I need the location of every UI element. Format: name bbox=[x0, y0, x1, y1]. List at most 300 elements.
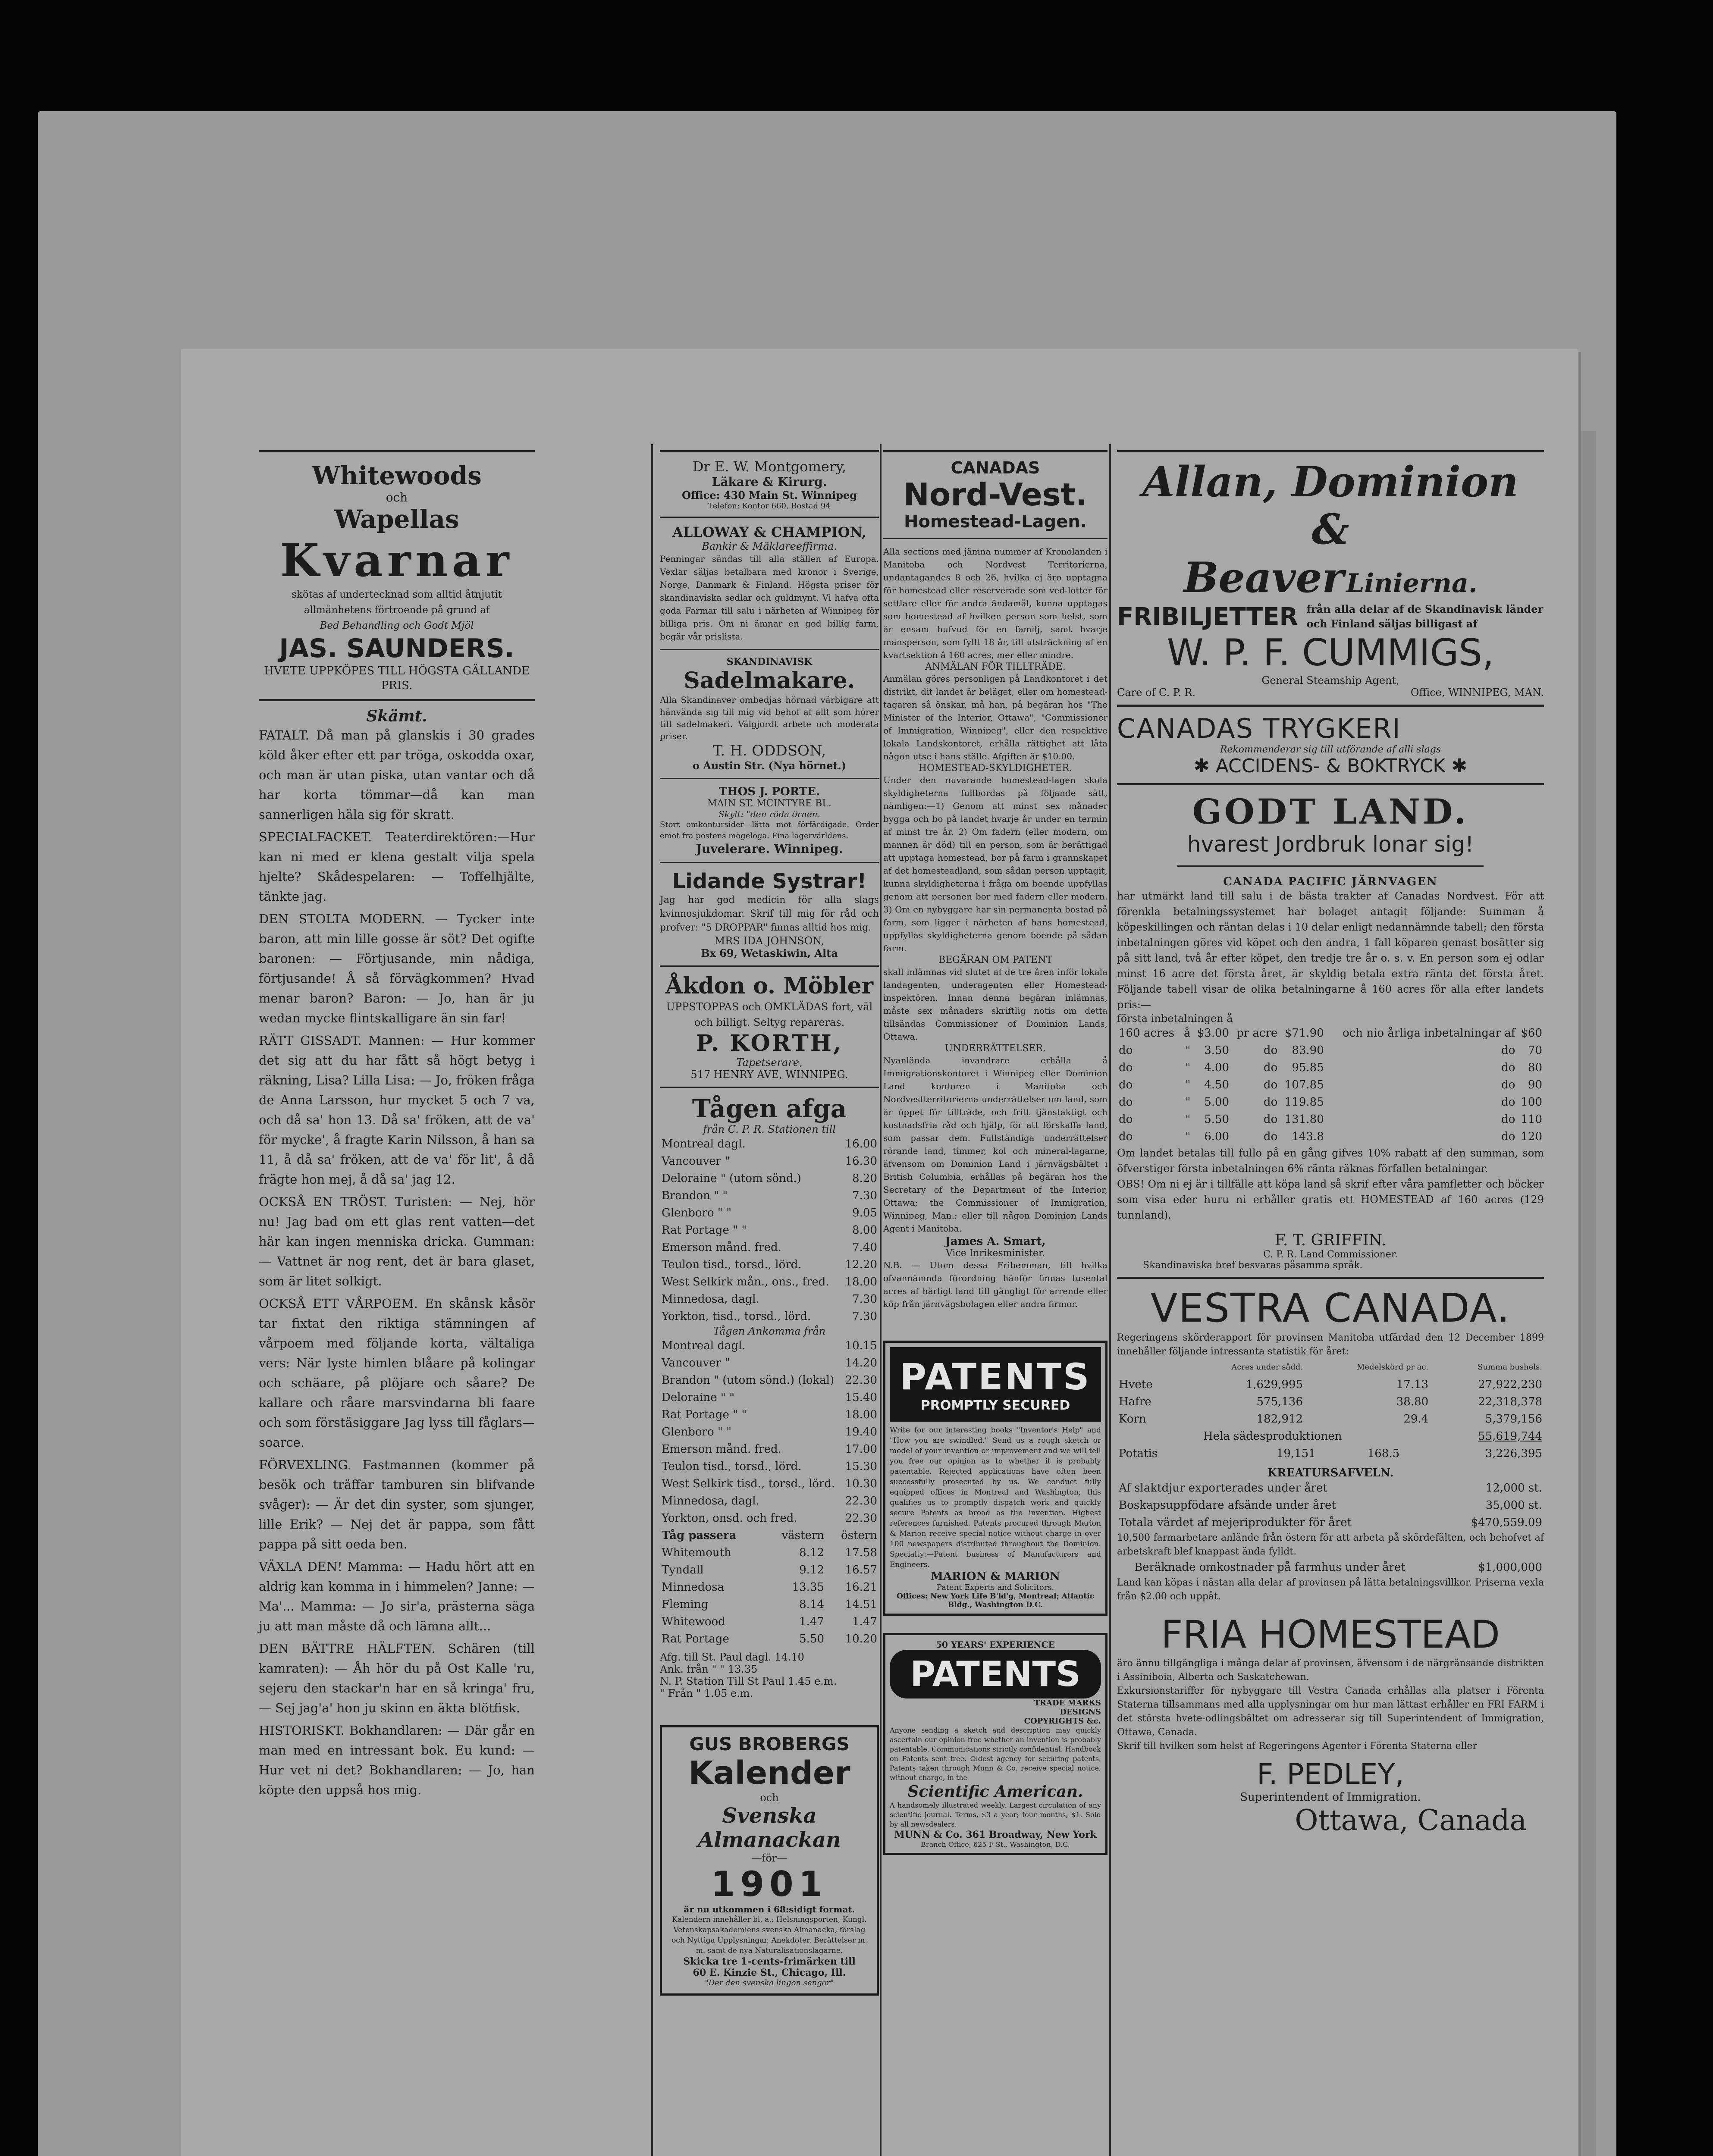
ad-banner bbox=[890, 1347, 1101, 1422]
ad-name: GUS BROBERGS bbox=[689, 1733, 850, 1755]
table-cell: 131.80 bbox=[1284, 1113, 1324, 1126]
law-text: Anmälan göres personligen på Landkontoret i det distrikt, dit landet är beläget, eller om homestead-tagaren så önskar, må han, på begäran hos "The Minister of the Interior, Ottawa", "Commissioner of Immigration, Winnipeg", eller den respektive lokala Landskontoret, erhålla rättighet att låta någon utse i hans ställe. Afgiften är $10.00. bbox=[883, 674, 1107, 761]
ad-text: COPYRIGHTS &c. bbox=[1024, 1717, 1101, 1726]
ad-text: från alla delar af de Skandinavisk länder och Finland säljas billigast af bbox=[1306, 603, 1544, 630]
ad-text: MAIN ST. MCINTYRE BL. bbox=[707, 798, 831, 809]
table-row bbox=[660, 1153, 879, 1170]
table-cell: 29.4 bbox=[1403, 1413, 1429, 1426]
ad-name: P. KORTH, bbox=[696, 1030, 843, 1056]
ad-text: Jag har god medicin för alla slags kvinnosjukdomar. Skrif till mig för råd och profver: "5 DROPPAR" finnas alltid hos mig. bbox=[660, 895, 879, 933]
table-cell: do bbox=[1263, 1061, 1278, 1074]
patents-ad-munn bbox=[883, 1633, 1107, 1855]
ad-title: FRIA HOMESTEAD bbox=[1161, 1612, 1500, 1657]
ad-name: JAS. SAUNDERS. bbox=[279, 633, 515, 664]
ad-name: THOS J. PORTE. bbox=[718, 785, 820, 798]
table-cell: 9.12 bbox=[799, 1564, 825, 1576]
vestra-canada-ad bbox=[1117, 1285, 1544, 1837]
table-cell: do bbox=[1119, 1096, 1133, 1109]
ad-title: Svenska Almanackan bbox=[698, 1804, 841, 1852]
ad-name: T. H. ODDSON, bbox=[712, 742, 826, 759]
table-cell: Brandon " " bbox=[662, 1189, 728, 1202]
rule bbox=[883, 538, 1107, 539]
table-row bbox=[660, 1630, 879, 1648]
table-cell: West Selkirk mån., ons., fred. bbox=[662, 1275, 829, 1288]
rule bbox=[1117, 783, 1544, 785]
table-cell: 8.12 bbox=[799, 1546, 825, 1559]
table-cell: Boskapsuppfödare afsände under året bbox=[1119, 1499, 1336, 1512]
ad-row bbox=[1117, 686, 1544, 699]
table-row bbox=[1117, 1428, 1544, 1445]
table-row bbox=[660, 1596, 879, 1613]
table-header: Summa bushels. bbox=[1478, 1363, 1542, 1372]
table-cell: 16.57 bbox=[845, 1564, 877, 1576]
table-cell: " bbox=[1185, 1130, 1191, 1143]
table-cell: 3,226,395 bbox=[1485, 1447, 1542, 1460]
table-cell: 5.50 bbox=[1204, 1113, 1230, 1126]
table-cell: Minnedosa, dagl. bbox=[662, 1293, 759, 1306]
table-row bbox=[1117, 1393, 1544, 1410]
trygkeri-ad bbox=[1117, 713, 1544, 777]
ad-text: har utmärkt land till salu i de bästa trakter af Canadas Nordvest. För att förenkla betalningssystemet har bolaget antagit följande: Summan å köpeskillingen och räntan delas i 10 delar enligt nedannämnde tabell; den första inbetalningen göres vid köpet och den andra, 1 fall köparen genast bosätter sig på sitt land, två år efter köpet, den tredje tre år o. s. v. En person som ej odlar minst 16 acre det första året, är skyldig betala extra ränta det första året. Följande tabell visar de olika betalningarne å 160 acres för alla efter landets pris:— bbox=[1117, 890, 1544, 1011]
column-rule bbox=[880, 444, 882, 2156]
table-row bbox=[660, 1256, 879, 1273]
ad-name: MRS IDA JOHNSON, bbox=[714, 935, 825, 947]
ad-text: Office, WINNIPEG, MAN. bbox=[1410, 686, 1544, 699]
ad-title-row bbox=[1117, 553, 1544, 602]
ad-name: W. P. F. CUMMIGS, bbox=[1167, 631, 1494, 674]
table-cell: 17.00 bbox=[845, 1443, 877, 1456]
signature-name: F. T. GRIFFIN. bbox=[1274, 1232, 1387, 1249]
table-cell: 16.00 bbox=[845, 1138, 877, 1150]
table-cell: 143.8 bbox=[1292, 1130, 1324, 1143]
table-cell: 8.14 bbox=[799, 1598, 825, 1611]
rule bbox=[660, 862, 879, 863]
table-cell: do bbox=[1263, 1078, 1278, 1091]
rule bbox=[660, 778, 879, 779]
patents-ad-marion bbox=[883, 1341, 1107, 1616]
ad-title: PATENTS bbox=[910, 1654, 1081, 1694]
ad-row bbox=[1117, 755, 1544, 777]
ad-text: äro ännu tillgängliga i många delar af provinsen, äfvensom i de närgränsande distrikten i Assiniboia, Alberta och Saskatchewan. bbox=[1117, 1658, 1544, 1683]
ornament-icon: ✱ bbox=[1451, 755, 1468, 777]
table-cell: 10.30 bbox=[845, 1477, 877, 1490]
table-cell: Tyndall bbox=[662, 1564, 704, 1576]
joke-paragraph: HISTORISKT. Bokhandlaren: — Där går en man med en intressant bok. Eu kund: — Hur vet ni det? Bokhandlaren: — Jo, han köpte den uppså hos mig. bbox=[259, 1723, 535, 1797]
ad-title: Lidande Systrar! bbox=[672, 869, 867, 893]
table-row bbox=[660, 1475, 879, 1492]
signature-title: C. P. R. Land Commissioner. bbox=[1263, 1249, 1398, 1260]
table-cell: 16.30 bbox=[845, 1155, 877, 1168]
table-cell: do bbox=[1501, 1078, 1515, 1091]
table-cell: $71.90 bbox=[1284, 1027, 1324, 1040]
table-row bbox=[660, 1579, 879, 1596]
table-cell: Korn bbox=[1119, 1413, 1146, 1426]
table-cell: $470,559.09 bbox=[1471, 1516, 1542, 1529]
table-row bbox=[1117, 1497, 1544, 1514]
table-row bbox=[1117, 1514, 1544, 1531]
table-row bbox=[1117, 1042, 1544, 1059]
kalender-ad bbox=[660, 1725, 879, 1996]
table-cell: 120 bbox=[1521, 1130, 1542, 1143]
rule bbox=[1177, 865, 1484, 867]
ad-row bbox=[1117, 602, 1544, 631]
rule bbox=[660, 965, 879, 967]
table-row bbox=[1117, 1025, 1544, 1042]
column-rule bbox=[651, 444, 653, 2156]
rule bbox=[660, 649, 879, 650]
ad-text: Branch Office, 625 F St., Washington, D.C. bbox=[921, 1840, 1070, 1849]
table-cell: 70 bbox=[1528, 1044, 1542, 1057]
ad-title: Scientific American. bbox=[907, 1783, 1083, 1801]
joke-paragraph: DEN STOLTA MODERN. — Tycker inte baron, att min lille gosse är söt? Det ogifte baronen: — Förtjusande, min nådiga, förtjusande! Å så förvägkommen? Hvad menar baron? Baron: — Jo, han är ju wedan mycke flintskalligare än sin far! bbox=[259, 912, 535, 1025]
table-cell: " bbox=[1185, 1061, 1191, 1074]
table-row bbox=[1117, 1094, 1544, 1111]
kvarnar-ad bbox=[259, 461, 535, 693]
table-cell: 1,629,995 bbox=[1246, 1378, 1303, 1391]
table-cell: $1,000,000 bbox=[1478, 1561, 1542, 1574]
table-row bbox=[660, 1291, 879, 1308]
table-header-row bbox=[1117, 1359, 1544, 1376]
table-row bbox=[1117, 1059, 1544, 1076]
timetable-subtitle: från C. P. R. Stationen till bbox=[703, 1123, 836, 1135]
joke-paragraph: SPECIALFACKET. Teaterdirektören:—Hur kan ni med er klena gestalt vilja spela hjelte? Skådespelaren: — Toffelhjälte, tänkte jag. bbox=[259, 830, 535, 904]
ad-text: Läkare & Kirurg. bbox=[712, 475, 827, 489]
table-cell: 22,318,378 bbox=[1478, 1395, 1542, 1408]
table-cell: Montreal dagl. bbox=[662, 1339, 746, 1352]
table-row bbox=[1117, 1479, 1544, 1497]
ad-title: Åkdon o. Möbler bbox=[665, 973, 874, 999]
joke-paragraph: FÖRVEXLING. Fastmannen (kommer på besök och träffar tamburen sin blifvande svåger): — Är det din syster, som sjunger, lille Erik? — Nej det är pappa, som fått pappa på sitt oeda ben. bbox=[259, 1457, 535, 1551]
table-cell: 8.00 bbox=[852, 1224, 877, 1237]
table-cell: do bbox=[1119, 1113, 1133, 1126]
table-cell: 7.30 bbox=[852, 1293, 877, 1306]
table-cell: do bbox=[1263, 1130, 1278, 1143]
table-cell: 27,922,230 bbox=[1478, 1378, 1542, 1391]
ad-title: Allan, Dominion & bbox=[1142, 458, 1518, 554]
law-heading: HOMESTEAD-SKYLDIGHETER. bbox=[918, 763, 1073, 774]
table-cell: 7.30 bbox=[852, 1310, 877, 1323]
ad-text: Kalendern innehåller bl. a.: Helsningsporten, Kungl. Vetenskapsakademiens svenska Almanacka, förslag och Nyttiga Upplysningar, Anekdoter, Berättelser m. m. samt de nya Naturalisationslagarne. bbox=[671, 1915, 867, 1955]
rule bbox=[1117, 450, 1544, 452]
ad-text: Om landet betalas till fullo på en gång gifves 10% rabatt af den summan, som öfverstiger första inbetalningen 6% ränta räknas förfallen betalningar. bbox=[1117, 1147, 1544, 1175]
table-cell: 6.00 bbox=[1204, 1130, 1230, 1143]
law-heading: ANMÄLAN FÖR TILLTRÄDE. bbox=[925, 661, 1066, 672]
ad-title: Kalender bbox=[688, 1755, 850, 1792]
table-header: Acres under sådd. bbox=[1231, 1363, 1303, 1372]
table-cell: 10.15 bbox=[845, 1339, 877, 1352]
table-header: östern bbox=[841, 1529, 877, 1542]
nordvest-header bbox=[883, 458, 1107, 532]
table-row bbox=[660, 1613, 879, 1630]
table-cell: do bbox=[1119, 1078, 1133, 1091]
crop-table bbox=[1117, 1359, 1544, 1428]
table-row bbox=[660, 1406, 879, 1423]
column-3 bbox=[883, 444, 1107, 1855]
ad-text: Skicka tre 1-cents-frimärken till bbox=[683, 1956, 856, 1967]
table-cell: Teulon tisd., torsd., lörd. bbox=[662, 1258, 802, 1271]
ad-title: Sadelmakare. bbox=[684, 667, 855, 694]
table-cell: do bbox=[1119, 1044, 1133, 1057]
table-row bbox=[660, 1308, 879, 1325]
table-cell: 1.47 bbox=[852, 1615, 877, 1628]
table-cell: 13.35 bbox=[792, 1581, 825, 1594]
table-cell: Fleming bbox=[662, 1598, 709, 1611]
table-cell: pr acre bbox=[1236, 1027, 1278, 1040]
table-cell: Hela sädesproduktionen bbox=[1203, 1430, 1342, 1443]
ad-text: —för— bbox=[751, 1852, 787, 1864]
rule bbox=[259, 450, 535, 452]
table-cell: och nio årliga inbetalningar af bbox=[1343, 1027, 1515, 1040]
jokes-list bbox=[259, 725, 535, 1800]
table-cell: Glenboro " " bbox=[662, 1206, 732, 1219]
table-row bbox=[660, 1510, 879, 1527]
table-row bbox=[660, 1239, 879, 1256]
column-rule bbox=[1109, 444, 1111, 2156]
column-2 bbox=[660, 444, 879, 1996]
joke-paragraph: FATALT. Då man på glanskis i 30 grades köld åker efter ett par tröga, oskodda oxar, och man är utan piska, utan vantar och då har korta tömmar—då kan man sannerligen häla sig för skratt. bbox=[259, 728, 535, 822]
ad-text: General Steamship Agent, bbox=[1261, 674, 1399, 686]
table-cell: Glenboro " " bbox=[662, 1426, 732, 1438]
table-cell: 22.30 bbox=[845, 1374, 877, 1387]
table-cell: 110 bbox=[1521, 1113, 1542, 1126]
ad-text: Regeringens skörderapport för provinsen Manitoba utfärdad den 12 December 1899 innehåller följande intressanta statistik för året: bbox=[1117, 1332, 1544, 1357]
law-text: skall inlämnas vid slutet af de tre åren inför lokala landagenten, underagenten eller Homestead-inspektören. Innan denna begäran inlämnas, måste sex månaders skriftlig notis om detta tillsändas Commissioner of Dominion Lands, Ottawa. bbox=[883, 967, 1107, 1042]
ad-text: Office: 430 Main St. Winnipeg bbox=[682, 489, 857, 501]
ad-banner bbox=[890, 1650, 1101, 1698]
table-cell: 19,151 bbox=[1276, 1447, 1316, 1460]
ad-text: Skylt: "den röda örnen. bbox=[718, 809, 820, 819]
ad-text: Skandinaviska bref besvaras påsamma språk. bbox=[1143, 1260, 1363, 1271]
table-row bbox=[660, 1187, 879, 1204]
table-cell: 7.40 bbox=[852, 1241, 877, 1254]
ad-text: 10,500 farmarbetare anlände från östern för att arbeta på skördefälten, och behofvet af arbetskraft blef knappast ända fylldt. bbox=[1117, 1532, 1544, 1557]
table-header-row bbox=[660, 1527, 879, 1544]
table-cell: " bbox=[1185, 1044, 1191, 1057]
newspaper-page bbox=[181, 349, 1578, 2156]
table-cell: Deloraine " " bbox=[662, 1391, 735, 1404]
section-subtitle: Homestead-Lagen. bbox=[904, 512, 1087, 532]
table-cell: 5.50 bbox=[799, 1633, 825, 1645]
table-cell: Whitemouth bbox=[662, 1546, 731, 1559]
table-cell: 100 bbox=[1521, 1096, 1542, 1109]
table-cell: 10.20 bbox=[845, 1633, 877, 1645]
ad-text: UPPSTOPPAS och OMKLÄDAS fort, väl och billigt. Seltyg repareras. bbox=[666, 1001, 873, 1028]
ad-text: Bed Behandling och Godt Mjöl bbox=[320, 620, 474, 631]
ad-text: Write for our interesting books "Inventor's Help" and "How you are swindled." Send us a rough sketch or model of your invention or improvement and we will tell you free our opinion as to whether it is probably patentable. Rejected applications have often been successfully prosecuted by us. We conduct fully equipped offices in Montreal and Washington; this qualifies us to promptly dispatch work and quickly secure Patents as broad as the invention. Highest references furnished. Patents procured through Marion & Marion receive special notice without charge in over 100 newspapers distributed throughout the Dominion. Specialty:—Patent business of Manufacturers and Engineers. bbox=[890, 1426, 1101, 1569]
cost-table bbox=[1117, 1559, 1544, 1576]
alloway-ad bbox=[660, 524, 879, 643]
table-cell: Teulon tisd., torsd., lörd. bbox=[662, 1460, 802, 1473]
ad-heading: KREATURSAFVELN. bbox=[1267, 1467, 1394, 1479]
table-cell: 80 bbox=[1528, 1061, 1542, 1074]
ad-title: GODT LAND. bbox=[1192, 791, 1469, 832]
ad-text: Skrif till hvilken som helst af Regeringens Agenter i Förenta Staterna eller bbox=[1117, 1741, 1478, 1752]
table-row bbox=[660, 1273, 879, 1291]
ad-title: PATENTS bbox=[900, 1356, 1091, 1398]
table-cell: 5.00 bbox=[1204, 1096, 1230, 1109]
table-cell: 119.85 bbox=[1284, 1096, 1324, 1109]
ad-name: MUNN & Co. 361 Broadway, New York bbox=[894, 1829, 1097, 1840]
ad-text: DESIGNS bbox=[1060, 1708, 1101, 1717]
table-cell: 1.47 bbox=[799, 1615, 825, 1628]
rule bbox=[883, 450, 1107, 452]
table-row bbox=[660, 1458, 879, 1475]
ad-title: Whitewoods bbox=[312, 461, 482, 490]
table-cell: Whitewood bbox=[662, 1615, 725, 1628]
joke-paragraph: RÄTT GISSADT. Mannen: — Hur kommer det sig att du har fått så högt betyg i räkning, Lisa? Lilla Lisa: — Jo, fröken fråga de Anna Larsson, hur mycket 5 och 7 va, och då sa' hon 13. Då sa' fröken, att de va' för mycke', å fragte Karin Nilsson, å han sa 11, å då sa' fröken, att de va' för lit', å då frägte hon mej, å då sa' jag 12. bbox=[259, 1033, 535, 1187]
table-row bbox=[660, 1492, 879, 1510]
table-row bbox=[660, 1135, 879, 1153]
ad-text: Alla Skandinaver ombedjas hörnad värbigare att hänvända sig till mig vid behof af allt som hörer till sadelmakeri. Välgjordt arbete och moderata priser. bbox=[660, 695, 879, 741]
table-cell: 4.00 bbox=[1204, 1061, 1230, 1074]
ad-text: 60 E. Kinzie St., Chicago, Ill. bbox=[693, 1967, 846, 1978]
ad-headline: ACCIDENS- & BOKTRYCK bbox=[1215, 755, 1446, 777]
table-cell: 18.00 bbox=[845, 1408, 877, 1421]
table-cell: 14.20 bbox=[845, 1357, 877, 1369]
table-cell: Beräknade omkostnader på farmhus under året bbox=[1134, 1561, 1406, 1574]
table-row bbox=[660, 1372, 879, 1389]
joke-paragraph: OCKSÅ EN TRÖST. Turisten: — Nej, hör nu! Jag bad om ett glas rent vatten—det här kan ingen menniska dricka. Gumman: — Vattnet är nog rent, det är bara glaset, som är litet solkigt. bbox=[259, 1194, 535, 1288]
ad-text: SKANDINAVISK bbox=[726, 656, 813, 667]
table-cell: 17.58 bbox=[845, 1546, 877, 1559]
rule bbox=[660, 517, 879, 518]
law-text: N.B. — Utom dessa Fribemman, till hvilka ofvannämnda förordning hänför finnas tusental acres af härligt land till gängligt för arrende eller köp från järnvägsbolagen eller andra firmor. bbox=[883, 1260, 1107, 1309]
ad-title: Linierna. bbox=[1346, 568, 1478, 599]
table-row bbox=[660, 1561, 879, 1579]
ad-title: VESTRA CANADA. bbox=[1150, 1285, 1511, 1331]
table-cell: do bbox=[1501, 1061, 1515, 1074]
table-row bbox=[660, 1170, 879, 1187]
section-kicker: CANADAS bbox=[951, 458, 1040, 477]
allan-ad bbox=[1117, 458, 1544, 699]
ad-text: skötas af undertecknad som alltid åtnjutit allmänhetens förtroende på grund af bbox=[292, 589, 502, 616]
table-cell: Vancouver " bbox=[662, 1357, 730, 1369]
potato-table bbox=[1117, 1445, 1544, 1462]
ad-text: o Austin Str. (Nya hörnet.) bbox=[692, 759, 847, 772]
table-cell: 14.51 bbox=[845, 1598, 877, 1611]
timetable-line: " Från " 1.05 e.m. bbox=[660, 1687, 753, 1699]
table-row bbox=[1117, 1376, 1544, 1393]
table-cell: 22.30 bbox=[845, 1495, 877, 1507]
ad-year: 1901 bbox=[711, 1864, 828, 1904]
ad-text: Anyone sending a sketch and description may quickly ascertain our opinion free whether an invention is probably patentable. Communications strictly confidential. Handbook on Patents sent free. Oldest agency for securing patents. Patents taken through Munn & Co. receive special notice, without charge, in the bbox=[890, 1726, 1101, 1782]
ad-title: CANADAS TRYGKERI bbox=[1117, 713, 1401, 744]
ad-text: första inbetalningen å bbox=[1117, 1012, 1233, 1025]
table-cell: Totala värdet af mejeriprodukter för året bbox=[1119, 1516, 1352, 1529]
table-cell: " bbox=[1185, 1078, 1191, 1091]
ad-text: A handsomely illustrated weekly. Largest circulation of any scientific journal. Terms, $3 a year; four months, $1. Sold by all newsdealers. bbox=[890, 1801, 1101, 1828]
signature-title: Vice Inrikesminister. bbox=[945, 1248, 1045, 1259]
table-cell: 12.20 bbox=[845, 1258, 877, 1271]
table-cell: 35,000 st. bbox=[1485, 1499, 1542, 1512]
table-row bbox=[660, 1423, 879, 1441]
table-cell: Emerson månd. fred. bbox=[662, 1241, 781, 1254]
table-header: Tåg passera bbox=[662, 1529, 737, 1542]
table-cell: Minnedosa bbox=[662, 1581, 724, 1594]
table-cell: Hvete bbox=[1119, 1378, 1153, 1391]
section-title: Nord-Vest. bbox=[903, 476, 1088, 513]
table-cell: West Selkirk tisd., torsd., lörd. bbox=[662, 1477, 835, 1490]
passing-table bbox=[660, 1527, 879, 1648]
table-cell: do bbox=[1501, 1113, 1515, 1126]
table-cell: 9.05 bbox=[852, 1206, 877, 1219]
table-cell: Emerson månd. fred. bbox=[662, 1443, 781, 1456]
table-cell: Yorkton, onsd. och fred. bbox=[662, 1512, 797, 1525]
ad-text: och bbox=[760, 1792, 779, 1804]
table-cell: do bbox=[1119, 1061, 1133, 1074]
arrivals-table bbox=[660, 1337, 879, 1527]
law-text: Under den nuvarande homestead-lagen skola skyldigheterna fullbordas på följande sätt, nämligen:—1) Genom att minst sex månader bygga och bo på landet hvarje år under en termin af minst tre år. 2) Om fadern (eller modern, om mannen är död) till en person, som är berättigad att upptaga homestead, bor på farm i grannskapet af det homesteadland, som sådan person upptagit, kunna skyldigheterna i fråga om boende uppfyllas genom att personen bor med fadern eller modern. 3) Om en nybyggare har sin permanenta bostad på farm, som ligger i närheten af hans homestead, uppfyllas skyldigheterna genom boende på sådan farm. bbox=[883, 775, 1107, 953]
table-cell: å bbox=[1184, 1027, 1191, 1040]
table-cell: 12,000 st. bbox=[1485, 1482, 1542, 1495]
ad-text: är nu utkommen i 68:sidigt format. bbox=[684, 1904, 855, 1915]
table-cell: do bbox=[1119, 1130, 1133, 1143]
table-cell: 8.20 bbox=[852, 1172, 877, 1185]
table-cell: do bbox=[1263, 1096, 1278, 1109]
ad-subtitle: och bbox=[386, 490, 408, 505]
table-cell: $60 bbox=[1521, 1027, 1542, 1040]
table-cell: Brandon " (utom sönd.) (lokal) bbox=[662, 1374, 835, 1387]
ad-subtitle: hvarest Jordbruk lonar sig! bbox=[1187, 832, 1474, 857]
table-cell: do bbox=[1501, 1130, 1515, 1143]
table-cell: $3.00 bbox=[1197, 1027, 1230, 1040]
table-row bbox=[660, 1222, 879, 1239]
timetable-title: Tågen afga bbox=[692, 1094, 847, 1123]
table-cell: 107.85 bbox=[1284, 1078, 1324, 1091]
column-1 bbox=[259, 444, 535, 1802]
table-cell: Yorkton, tisd., torsd., lörd. bbox=[662, 1310, 811, 1323]
ad-text: HVETE UPPKÖPES TILL HÖGSTA GÄLLANDE PRIS. bbox=[264, 664, 530, 692]
ad-text: Land kan köpas i nästan alla delar af provinsen på lätta betalningsvillkor. Priserna vexla från $2.00 och uppåt. bbox=[1117, 1577, 1544, 1602]
ad-text: Juvelerare. Winnipeg. bbox=[696, 842, 843, 856]
table-cell: do bbox=[1501, 1096, 1515, 1109]
table-cell: 17.13 bbox=[1396, 1378, 1429, 1391]
lidande-ad bbox=[660, 869, 879, 959]
table-cell: 160 acres bbox=[1119, 1027, 1175, 1040]
table-cell: Montreal dagl. bbox=[662, 1138, 746, 1150]
table-cell: 15.30 bbox=[845, 1460, 877, 1473]
rule bbox=[660, 1087, 879, 1088]
table-header bbox=[1117, 1359, 1180, 1376]
signature-name: F. PEDLEY, bbox=[1257, 1758, 1404, 1791]
signature-place: Ottawa, Canada bbox=[1295, 1804, 1527, 1837]
ad-text: Bankir & Mäklareeffirma. bbox=[702, 540, 837, 552]
table-cell: 182,912 bbox=[1256, 1413, 1303, 1426]
table-cell: do bbox=[1501, 1044, 1515, 1057]
porte-ad bbox=[660, 785, 879, 856]
table-cell: Rat Portage " " bbox=[662, 1408, 747, 1421]
table-cell: 16.21 bbox=[845, 1581, 877, 1594]
train-timetable bbox=[660, 1094, 879, 1699]
ad-text: Patent Experts and Solicitors. bbox=[936, 1583, 1054, 1592]
law-heading: BEGÄRAN OM PATENT bbox=[938, 955, 1053, 965]
table-row bbox=[660, 1441, 879, 1458]
timetable-line: Afg. till St. Paul dagl. 14.10 bbox=[660, 1651, 804, 1663]
ad-text: Offices: New York Life B'ld'g, Montreal; Atlantic Bldg., Washington D.C. bbox=[896, 1592, 1095, 1609]
law-text: Nyanlända invandrare erhålla å Immigrationskontoret i Winnipeg eller Dominion Land kontoren i Manitoba och Nordvestterritorierna underrättelser om land, som är öppet för tillträde, och fritt tjänstaktigt och kostnadsfria råd och hjälp, för att förskaffa land, som passar dem. Fullständiga underrättelser rörande land, timmer, kol och mineral-lagarne, äfvensom om Dominion Land i järnvägsbältet i British Columbia, erhållas på begäran hos the Secretary of the Department of the Interior, Ottawa; the Commissioner of Immigration, Winnipeg, Man.; eller till någon Dominion Lands Agent i Manitoba. bbox=[883, 1055, 1107, 1234]
departures-table bbox=[660, 1135, 879, 1325]
table-cell: 38.80 bbox=[1396, 1395, 1429, 1408]
montgomery-ad bbox=[660, 458, 879, 511]
table-row bbox=[1117, 1445, 1544, 1462]
table-cell: 5,379,156 bbox=[1485, 1413, 1542, 1426]
table-cell: 83.90 bbox=[1292, 1044, 1324, 1057]
joke-paragraph: DEN BÄTTRE HÄLFTEN. Schären (till kamraten): — Åh hör du på Ost Kalle 'ru, sejeru den stackar'n har en så kringa' fru, — Sej jag'a' hon ju skinn en äkta blötfisk. bbox=[259, 1641, 535, 1715]
table-row bbox=[660, 1544, 879, 1561]
godt-land-ad bbox=[1117, 791, 1544, 888]
table-row bbox=[660, 1204, 879, 1222]
ad-text: Bx 69, Wetaskiwin, Alta bbox=[701, 947, 838, 959]
